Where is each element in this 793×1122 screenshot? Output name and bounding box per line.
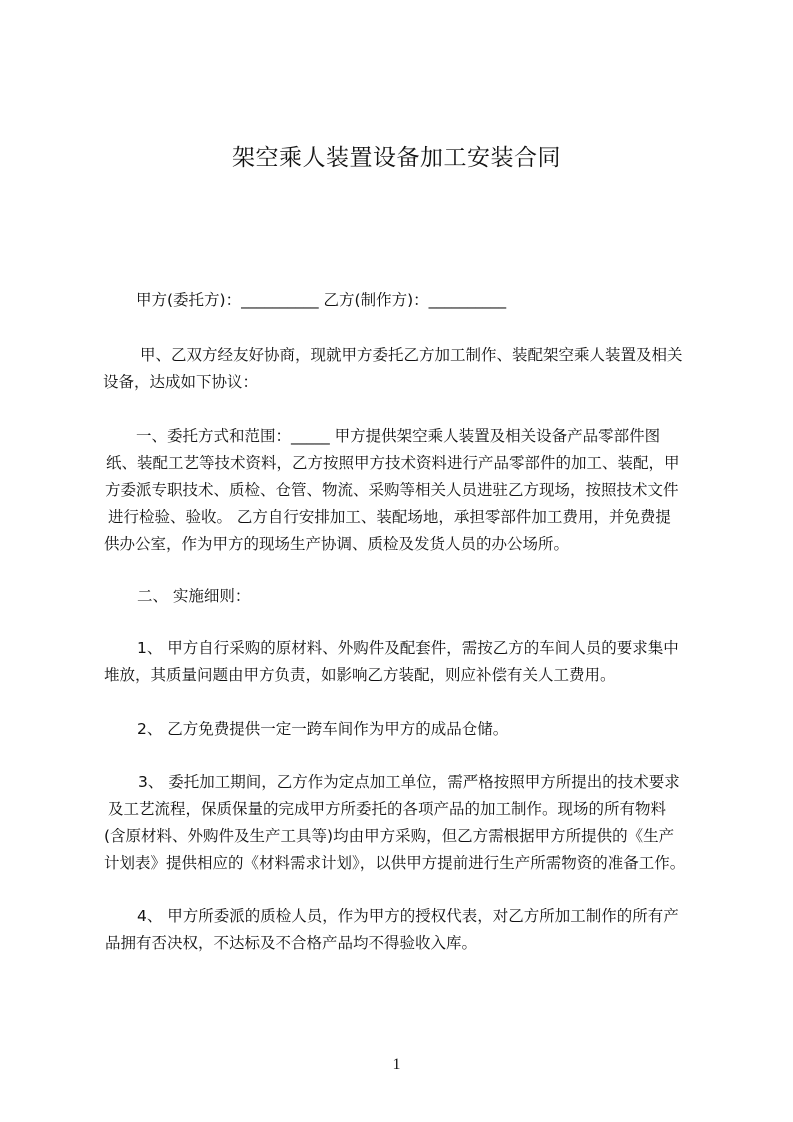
section1-line-5: 供办公室，作为甲方的现场生产协调、质检及发货人员的办公场所。 <box>104 535 570 553</box>
section1-line-2: 纸、装配工艺等技术资料，乙方按照甲方技术资料进行产品零部件的加工、装配，甲 <box>106 454 680 472</box>
item3-line-1: 3、 委托加工期间，乙方作为定点加工单位，需严格按照甲方所提出的技术要求 <box>138 773 680 791</box>
section1-line-4: 进行检验、验收。 乙方自行安排加工、装配场地，承担零部件加工费用，并免费提 <box>108 508 671 526</box>
contract-title: 架空乘人装置设备加工安装合同 <box>232 145 561 171</box>
section1-line-1: 一、委托方式和范围：_____ 甲方提供架空乘人装置及相关设备产品零部件图 <box>136 427 661 445</box>
item3-line-3: (含原材料、外购件及生产工具等)均由甲方采购，但乙方需根据甲方所提供的《生产 <box>104 827 675 845</box>
page-number: 1 <box>392 1056 401 1073</box>
item4-line-1: 4、 甲方所委派的质检人员，作为甲方的授权代表，对乙方所加工制作的所有产 <box>137 907 679 925</box>
section2-heading: 二、 实施细则： <box>137 587 251 605</box>
item3-line-2: 及工艺流程，保质保量的完成甲方所委托的各项产品的加工制作。现场的所有物料 <box>108 800 667 818</box>
item1-line-2: 堆放，其质量问题由甲方负责，如影响乙方装配，则应补偿有关人工费用。 <box>104 666 616 684</box>
item3-line-4: 计划表》提供相应的《材料需求计划》，以供甲方提前进行生产所需物资的准备工作。 <box>104 854 686 872</box>
section1-line-3: 方委派专职技术、质检、仓管、物流、采购等相关人员进驻乙方现场，按照技术文件 <box>105 481 679 499</box>
item2-line-1: 2、 乙方免费提供一定一跨车间作为甲方的成品仓储。 <box>137 720 509 738</box>
intro-line-2: 设备，达成如下协议： <box>103 373 259 391</box>
item1-line-1: 1、 甲方自行采购的原材料、外购件及配套件，需按乙方的车间人员的要求集中 <box>137 639 679 657</box>
item4-line-2: 品拥有否决权，不达标及不合格产品均不得验收入库。 <box>105 934 478 952</box>
parties-line: 甲方(委托方)：__________ 乙方(制作方)：__________ <box>136 291 507 309</box>
intro-line-1: 甲、乙双方经友好协商，现就甲方委托乙方加工制作、装配架空乘人装置及相关 <box>140 346 683 364</box>
